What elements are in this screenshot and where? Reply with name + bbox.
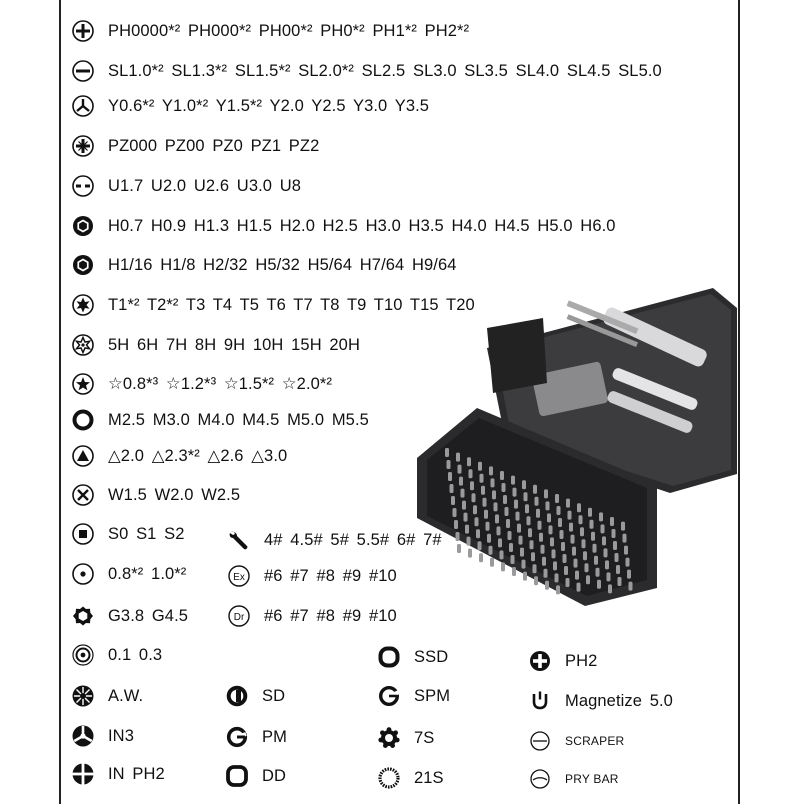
bit-slot <box>467 537 471 546</box>
bit-slot <box>604 548 608 557</box>
bit-slot <box>550 537 554 546</box>
list-item <box>378 682 450 710</box>
list-item <box>378 724 434 752</box>
hex-icon <box>72 215 94 237</box>
bit-slot <box>458 465 462 474</box>
bit-slot <box>508 531 512 540</box>
bit-sizes-text: #6 #7 #8 #9 #10 <box>264 566 397 585</box>
spm-icon <box>378 685 400 707</box>
bit-sizes-text: IN3 <box>108 726 134 745</box>
bit-slot <box>445 448 449 457</box>
torx-hollow-icon <box>72 334 94 356</box>
bit-slot <box>574 559 578 568</box>
list-item <box>72 370 332 398</box>
bit-sizes-text: 0.8*² 1.0*² <box>108 564 187 583</box>
bit-sizes-text: #6 #7 #8 #9 #10 <box>264 606 397 625</box>
list-item <box>72 331 360 359</box>
bit-slot <box>591 532 595 541</box>
bit-slot <box>453 508 457 517</box>
bit-slot <box>456 453 460 462</box>
7s-icon <box>378 727 400 749</box>
bit-slot <box>577 503 581 512</box>
bit-slot <box>557 506 561 515</box>
bit-slot <box>613 541 617 550</box>
list-item <box>378 764 444 792</box>
bit-slot <box>566 578 570 587</box>
bit-sizes-text: Y0.6*² Y1.0*² Y1.5*² Y2.0 Y2.5 Y3.0 Y3.5 <box>108 96 430 115</box>
bit-slot <box>522 480 526 489</box>
list-item <box>72 406 369 434</box>
ssd-icon <box>378 646 400 668</box>
bit-sizes-text: 4# 4.5# 5# 5.5# 6# 7# <box>264 530 442 549</box>
list-item <box>529 765 619 793</box>
u-shape-icon <box>72 175 94 197</box>
bit-slot <box>487 534 491 543</box>
bit-slot <box>491 478 495 487</box>
bit-slot <box>492 490 496 499</box>
list-item <box>529 687 673 715</box>
bit-slot <box>621 522 625 531</box>
list-item <box>226 762 286 790</box>
torx-icon <box>72 294 94 316</box>
bit-slot <box>583 551 587 560</box>
bit-slot <box>605 560 609 569</box>
bit-sizes-text: PH0000*² PH000*² PH00*² PH0*² PH1*² PH2*² <box>108 21 470 40</box>
bit-slot <box>465 525 469 534</box>
bit-slot <box>480 474 484 483</box>
bit-slot <box>572 547 576 556</box>
toolkit-case-image <box>415 288 740 606</box>
bit-slot <box>547 513 551 522</box>
pry-bar-icon <box>529 768 551 790</box>
bit-slot <box>473 505 477 514</box>
bit-slot <box>597 580 601 589</box>
bit-sizes-text: S0 S1 S2 <box>108 524 185 543</box>
bit-slot <box>472 493 476 502</box>
bit-sizes-text: H0.7 H0.9 H1.3 H1.5 H2.0 H2.5 H3.0 H3.5 H4.0 H4.5 H5.0 H6.0 <box>108 216 616 235</box>
bit-slot <box>588 508 592 517</box>
bit-slot <box>542 557 546 566</box>
bit-slot <box>495 514 499 523</box>
bit-sizes-text: H1/16 H1/8 H2/32 H5/32 H5/64 H7/64 H9/64 <box>108 255 457 274</box>
bit-sizes-text: M2.5 M3.0 M4.0 M4.5 M5.0 M5.5 <box>108 410 369 429</box>
bit-slot <box>615 553 619 562</box>
svg-text:Dr: Dr <box>233 612 245 623</box>
bit-slot <box>522 560 526 569</box>
in3-icon <box>72 725 94 747</box>
bit-slot <box>516 512 520 521</box>
bit-slot <box>538 521 542 530</box>
bit-slot <box>568 511 572 520</box>
square-icon <box>72 523 94 545</box>
list-item <box>72 560 186 588</box>
bit-slot <box>464 513 468 522</box>
bit-slot <box>564 566 568 575</box>
bit-slot <box>457 544 461 553</box>
bit-sizes-text: G3.8 G4.5 <box>108 606 189 625</box>
dr-icon <box>228 605 250 627</box>
bit-slot <box>514 500 518 509</box>
list-item <box>72 520 185 548</box>
bit-slot <box>544 569 548 578</box>
bit-slot <box>497 526 501 535</box>
bit-slot <box>577 583 581 592</box>
bit-slot <box>475 517 479 526</box>
bit-slot <box>530 540 534 549</box>
bit-slot <box>553 561 557 570</box>
bit-slot <box>520 548 524 557</box>
triangle-icon <box>72 445 94 467</box>
bit-slot <box>569 523 573 532</box>
bit-sizes-text: Magnetize 5.0 <box>565 691 673 710</box>
bit-slot <box>451 496 455 505</box>
bit-slot <box>476 529 480 538</box>
bit-slot <box>447 460 451 469</box>
bit-slot <box>626 558 630 567</box>
bit-slot <box>627 570 631 579</box>
bit-sizes-text: A.W. <box>108 686 144 705</box>
bit-slot <box>486 522 490 531</box>
bit-slot <box>506 519 510 528</box>
list-item <box>72 92 429 120</box>
bit-slot <box>513 488 517 497</box>
pm-icon <box>226 726 248 748</box>
bit-slot <box>511 476 515 485</box>
list-item <box>226 723 287 751</box>
bit-slot <box>456 532 460 541</box>
dd-icon <box>226 765 248 787</box>
magnet-icon <box>529 690 551 712</box>
bit-sizes-text: W1.5 W2.0 W2.5 <box>108 485 241 504</box>
list-item <box>72 442 287 470</box>
bit-slot <box>539 533 543 542</box>
list-item <box>72 760 165 788</box>
bit-slot <box>599 512 603 521</box>
bit-slot <box>525 504 529 513</box>
list-item <box>72 602 188 630</box>
tri-wing-icon <box>72 95 94 117</box>
bit-slot <box>502 483 506 492</box>
ring-icon <box>72 409 94 431</box>
bit-sizes-text: PH2 <box>565 651 598 670</box>
phillips-icon <box>72 20 94 42</box>
bit-slot <box>593 544 597 553</box>
bit-slot <box>501 562 505 571</box>
bit-slot <box>468 549 472 558</box>
bit-slot <box>623 534 627 543</box>
bit-slot <box>545 581 549 590</box>
bit-sizes-text: 5H 6H 7H 8H 9H 10H 15H 20H <box>108 335 360 354</box>
bit-slot <box>534 576 538 585</box>
bit-sizes-text: SSD <box>414 647 449 666</box>
bit-slot <box>467 457 471 466</box>
bit-slot <box>479 553 483 562</box>
list-item <box>378 643 448 671</box>
bit-slot <box>448 472 452 481</box>
bit-slot <box>607 572 611 581</box>
bit-slot <box>596 568 600 577</box>
bit-sizes-text: 0.1 0.3 <box>108 645 163 664</box>
bit-slot <box>494 502 498 511</box>
bit-slot <box>575 571 579 580</box>
bit-slot <box>601 524 605 533</box>
aw-icon <box>72 685 94 707</box>
bit-sizes-text: 7S <box>414 728 435 747</box>
bit-slot <box>531 552 535 561</box>
bit-slot <box>462 501 466 510</box>
bit-slot <box>500 550 504 559</box>
bit-sizes-text: DD <box>262 766 287 785</box>
list-item <box>529 647 597 675</box>
scraper-icon <box>529 730 551 752</box>
bit-slot <box>478 462 482 471</box>
bit-sizes-text: T1*² T2*² T3 T4 T5 T6 T7 T8 T9 T10 T15 T20 <box>108 295 475 314</box>
bit-slot <box>618 577 622 586</box>
bit-slot <box>579 515 583 524</box>
bit-slot <box>624 546 628 555</box>
bit-slot <box>450 484 454 493</box>
list-item <box>228 602 397 630</box>
bit-slot <box>546 501 550 510</box>
bit-slot <box>608 584 612 593</box>
bit-slot <box>602 536 606 545</box>
list-item <box>529 727 624 755</box>
bit-slot <box>549 525 553 534</box>
bit-slot <box>503 495 507 504</box>
bit-slot <box>470 481 474 490</box>
list-item <box>228 526 442 554</box>
bit-slot <box>552 549 556 558</box>
bit-sizes-text: SD <box>262 686 286 705</box>
bit-sizes-text: PM <box>262 727 287 746</box>
hex-inch-icon <box>72 254 94 276</box>
gear-hex-icon <box>72 605 94 627</box>
bit-slot <box>454 520 458 529</box>
bit-slot <box>586 575 590 584</box>
bit-slot <box>481 486 485 495</box>
list-item <box>72 481 240 509</box>
list-item <box>72 251 457 279</box>
sd-icon <box>226 685 248 707</box>
list-item <box>72 57 662 85</box>
21s-icon <box>378 767 400 789</box>
slotted-icon <box>72 60 94 82</box>
bit-sizes-text: SL1.0*² SL1.3*² SL1.5*² SL2.0*² SL2.5 SL3.0 SL3.5 SL4.0 SL4.5 SL5.0 <box>108 61 662 80</box>
list-item <box>72 641 162 669</box>
double-ring-icon <box>72 644 94 666</box>
wrench-icon <box>228 529 250 551</box>
list-item <box>72 172 301 200</box>
dot-circle-icon <box>72 563 94 585</box>
bit-slot <box>478 541 482 550</box>
bit-slot <box>582 539 586 548</box>
bit-slot <box>483 498 487 507</box>
list-item <box>72 722 134 750</box>
cross-x-icon <box>72 484 94 506</box>
list-item <box>72 132 319 160</box>
bit-slot <box>541 545 545 554</box>
bit-slot <box>590 520 594 529</box>
bit-slot <box>560 530 564 539</box>
bit-sizes-text: IN PH2 <box>108 764 165 783</box>
bit-sizes-text: PRY BAR <box>565 772 619 786</box>
list-item <box>72 682 143 710</box>
bit-slot <box>505 507 509 516</box>
list-item <box>228 562 397 590</box>
bit-slot <box>558 518 562 527</box>
bit-slot <box>563 554 567 563</box>
bit-slot <box>610 517 614 526</box>
bit-slot <box>512 567 516 576</box>
bit-slot <box>528 528 532 537</box>
list-item <box>226 682 285 710</box>
bit-slot <box>484 510 488 519</box>
bit-slot <box>612 529 616 538</box>
bit-slot <box>519 536 523 545</box>
bit-slot <box>555 494 559 503</box>
bit-slot <box>461 489 465 498</box>
bit-slot <box>566 499 570 508</box>
bit-slot <box>490 558 494 567</box>
bit-slot <box>536 509 540 518</box>
bit-slot <box>524 492 528 501</box>
bit-sizes-text: ☆0.8*³ ☆1.2*³ ☆1.5*² ☆2.0*² <box>108 375 333 393</box>
bit-slot <box>517 524 521 533</box>
bit-slot <box>469 469 473 478</box>
bit-slot <box>556 585 560 594</box>
ph2-plus-icon <box>529 650 551 672</box>
ex-icon <box>228 565 250 587</box>
bit-sizes-text: PZ000 PZ00 PZ0 PZ1 PZ2 <box>108 136 320 155</box>
bit-sizes-text: △2.0 △2.3*² △2.6 △3.0 <box>108 447 288 465</box>
bit-slot <box>535 497 539 506</box>
bit-sizes-text: 21S <box>414 768 444 787</box>
pozidriv-icon <box>72 135 94 157</box>
svg-text:Ex: Ex <box>233 572 245 583</box>
pentalobe-icon <box>72 373 94 395</box>
bit-slot <box>629 582 633 591</box>
bit-slot <box>561 542 565 551</box>
bit-slot <box>489 466 493 475</box>
list-item <box>72 17 469 45</box>
bit-slot <box>533 485 537 494</box>
bit-slot <box>523 572 527 581</box>
bit-slot <box>509 543 513 552</box>
bit-sizes-text: SPM <box>414 686 451 705</box>
bit-slot <box>544 489 548 498</box>
bit-slot <box>500 471 504 480</box>
list-item <box>72 212 616 240</box>
bit-slot <box>498 538 502 547</box>
bit-slot <box>580 527 584 536</box>
bit-slot <box>571 535 575 544</box>
bit-sizes-text: U1.7 U2.0 U2.6 U3.0 U8 <box>108 176 302 195</box>
bit-slot <box>459 477 463 486</box>
in-ph2-icon <box>72 763 94 785</box>
bit-slot <box>511 555 515 564</box>
bit-slot <box>585 563 589 572</box>
bit-slot <box>594 556 598 565</box>
bit-slot <box>533 564 537 573</box>
bit-slot <box>616 565 620 574</box>
bit-slot <box>489 546 493 555</box>
bit-slot <box>555 573 559 582</box>
bit-sizes-text: SCRAPER <box>565 734 625 748</box>
bit-slot <box>527 516 531 525</box>
